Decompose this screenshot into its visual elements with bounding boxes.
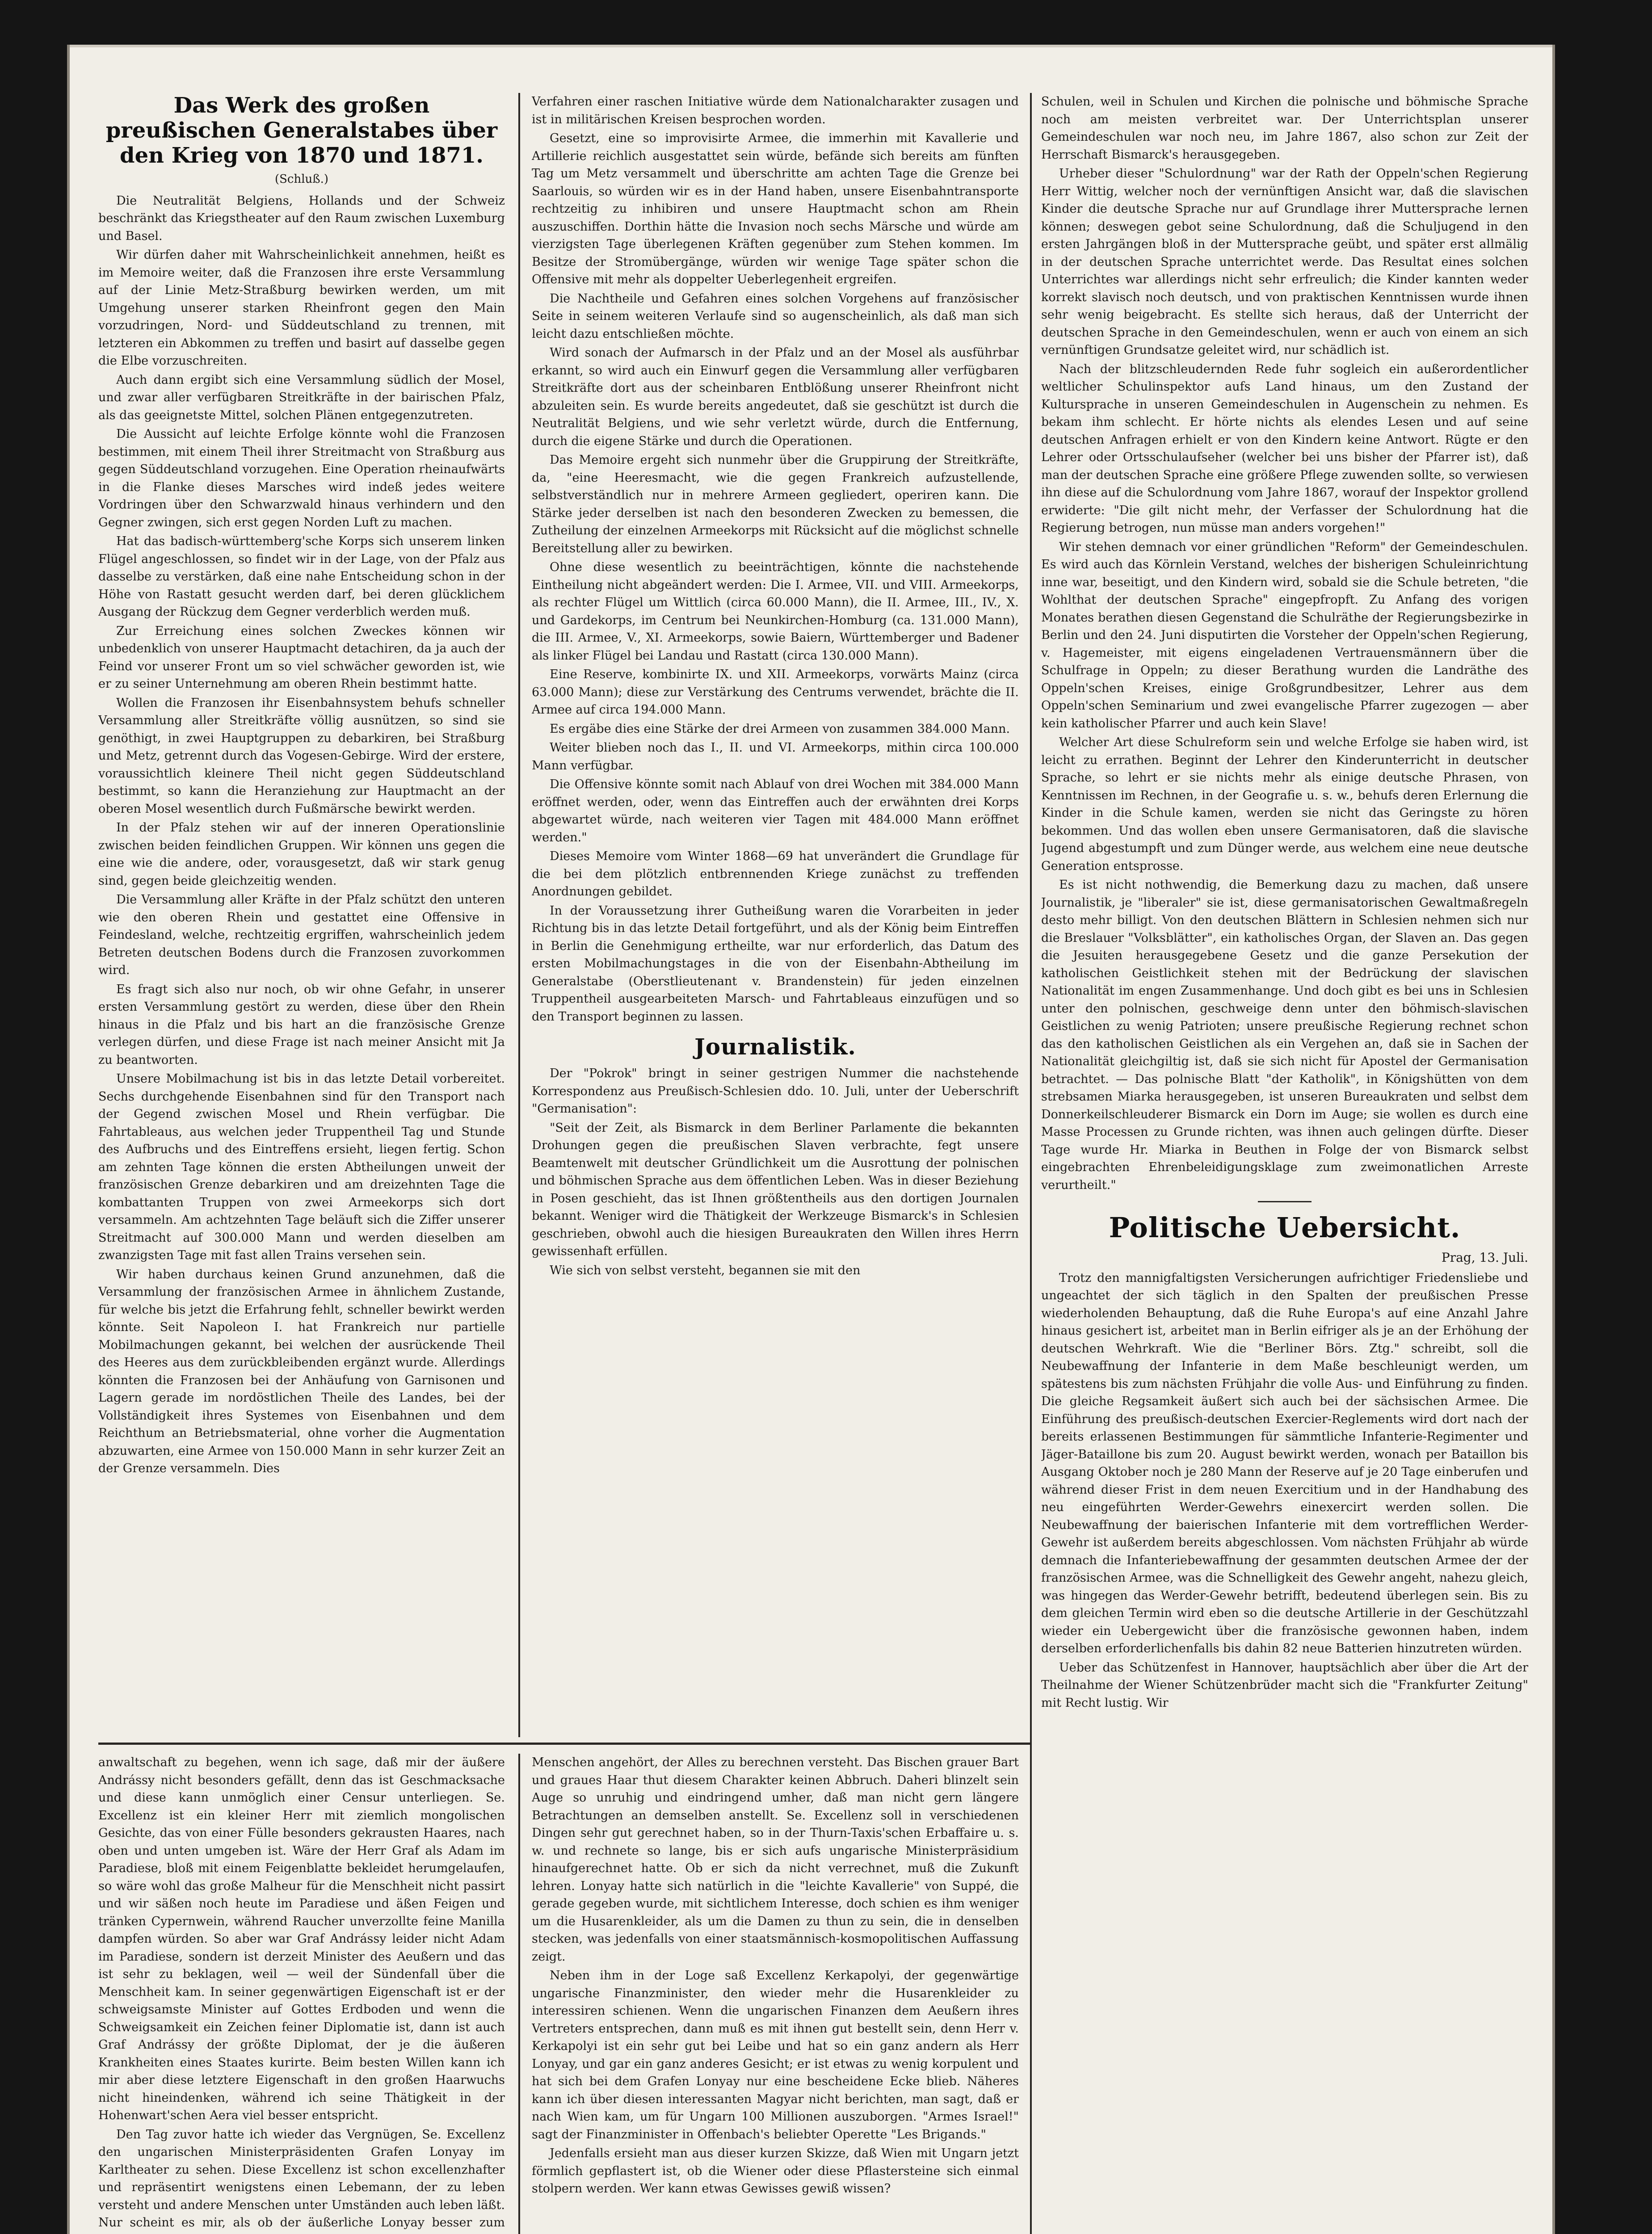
paragraph: Welcher Art diese Schulreform sein und welche Erfolge sie haben wird, ist leicht zu errathen. Beginnt der Lehrer den Kinderunterricht in deutscher Sprache, so lehrt er sie nichts mehr als einige deutsche Phrasen, von Kenntnissen im Rechnen, in der Geografie u. s. w., behufs deren Erlernung die Kinder in die Schule kamen, werden sie nicht das Geringste zu hören bekommen. Und das wollen eben unsere Germanisatoren, daß die slavische Jugend abgestumpft und zum Dünger werde, aus welchem eine neue deutsche Generation entsprosse.	[1041, 735, 1528, 873]
paragraph: In der Voraussetzung ihrer Gutheißung waren die Vorarbeiten in jeder Richtung bis in das letzte Detail fortgeführt, und als der König beim Eintreffen in Berlin die Genehmigung ertheilte, war nur erforderlich, das Datum des ersten Mobilmachungstages in die von der Eisenbahn-Abtheilung im Generalstabe (Oberstlieutenant v. Brandenstein) für jeden einzelnen Truppentheil ausgearbeiteten Marsch- und Fahrtableaus einzufügen und so den Transport beginnen zu lassen.	[532, 903, 1019, 1024]
paragraph: Das Memoire ergeht sich nunmehr über die Gruppirung der Streitkräfte, da, "eine Heeresmacht, wie die gegen Frankreich aufzustellende, selbstverständlich nur in mehrere Armeen gegliedert, operiren kann. Die Stärke jeder derselben ist nach den besonderen Zwecken zu bemessen, die Zutheilung der einzelnen Armeekorps mit Rücksicht auf die möglichst schnelle Bereitstellung aller zu bewirken.	[532, 453, 1019, 555]
paragraph: Es fragt sich also nur noch, ob wir ohne Gefahr, in unserer ersten Versammlung gestört zu werden, diese über den Rhein hinaus in die Pfalz und bis hart an die französische Grenze verlegen dürfen, und diese Frage ist nach meiner Ansicht mit Ja zu beantworten.	[98, 982, 505, 1067]
paragraph: Verfahren einer raschen Initiative würde dem Nationalcharakter zusagen und ist in militärischen Kreisen besprochen worden.	[532, 95, 1019, 126]
paragraph: Die Neutralität Belgiens, Hollands und der Schweiz beschränkt das Kriegstheater auf den Raum zwischen Luxemburg und Basel.	[98, 193, 505, 243]
section-divider	[1258, 1201, 1312, 1202]
paragraph: Ueber das Schützenfest in Hannover, hauptsächlich aber über die Art der Theilnahme der Wiener Schützenbrüder macht sich die "Frankfurter Zeitung" mit Recht lustig. Wir	[1041, 1660, 1528, 1710]
paragraph: Wir dürfen daher mit Wahrscheinlichkeit annehmen, heißt es im Memoire weiter, daß die Franzosen ihre erste Versammlung auf der Linie Metz-Straßburg bewirken werden, um mit Umgehung unserer starken Rheinfront gegen den Main vorzudringen, Nord- und Süddeutschland zu trennen, mit letzteren ein Abkommen zu treffen und basirt auf dasselbe gegen die Elbe vorzuschreiten.	[98, 248, 505, 368]
feuilleton-rule	[98, 1743, 1030, 1745]
journalistik-heading: Journalistik.	[694, 1033, 856, 1060]
column-rule-2	[1030, 93, 1032, 2234]
paragraph: Der "Pokrok" bringt in seiner gestrigen Nummer die nachstehende Korrespondenz aus Preußisch-Schlesien ddo. 10. Juli, unter der Ueberschrift "Germanisation":	[532, 1067, 1019, 1116]
article-title: Das Werk des großen preußischen Generalstabes über den Krieg von 1870 und 1871.	[105, 93, 498, 168]
dateline: Prag, 13. Juli.	[1441, 1250, 1528, 1265]
paragraph: Die Nachtheile und Gefahren eines solchen Vorgehens auf französischer Seite in seinem weiteren Verlaufe sind so augenscheinlich, als daß man sich leicht dazu entschließen möchte.	[532, 291, 1019, 341]
paragraph: Auch dann ergibt sich eine Versammlung südlich der Mosel, und zwar aller verfügbaren Streitkräfte in der bairischen Pfalz, als das geeignetste Mittel, solchen Plänen entgegenzutreten.	[98, 373, 505, 422]
politische-body	[1041, 1269, 1528, 1712]
paragraph: Urheber dieser "Schulordnung" war der Rath der Oppeln'schen Regierung Herr Wittig, welcher noch der vernünftigen Ansicht war, daß die slavischen Kinder die deutsche Sprache nur auf Grundlage ihrer Muttersprache lernen können; deswegen gebot seine Schulordnung, daß die Schuljugend in den ersten Jahrgängen bloß in der Muttersprache geübt, und später erst allmälig in der deutschen Sprache unterrichtet werde. Das Resultat eines solchen Unterrichtes war allerdings nicht sehr erfreulich; die Kinder kannten weder korrekt slavisch noch deutsch, und von praktischen Kenntnissen wurde ihnen sehr wenig beigebracht. Es stellte sich heraus, daß der Unterricht der deutschen Sprache in den Gemeindeschulen, wenn er auch von einem an sich vernünftigen Grundsatze geleitet wird, nur schädlich ist.	[1041, 167, 1528, 357]
paragraph: Es ist nicht nothwendig, die Bemerkung dazu zu machen, daß unsere Journalistik, je "liberaler" sie ist, diese germanisatorischen Gewaltmaßregeln desto mehr billigt. Von den deutschen Blättern in Schlesien nehmen sich nur die Breslauer "Volksblätter", ein katholisches Organ, der Slaven an. Das gegen die Jesuiten herausgegebene Gesetz und die ganze Persekution der katholischen Geistlichkeit stehen mit der Bedrückung der slavischen Nationalität im engen Zusammenhange. Und doch gibt es bei uns in Schlesien unter den polnischen, geschweige denn unter den böhmisch-slavischen Geistlichen zu wenig Patrioten; unsere preußische Regierung rechnet schon das den katholischen Geistlichen als ein Vergehen an, daß sie in Sachen der Nationalität gleichgiltig ist, daß sie sich nicht für Apostel der Germanisation betrachtet. — Das polnische Blatt "der Katholik", in Königshütten von dem strebsamen Miarka herausgegeben, ist unseren Bureaukraten und selbst dem Donnerkeilschleuderer Bismarck ein Dorn im Auge; sie wollen es durch eine Masse Processen zu Grunde richten, was ihnen auch gelingen dürfte. Dieser Tage wurde Hr. Miarka in Beuthen in Folge der von Bismarck selbst eingebrachten Ehrenbeleidigungsklage zum zweimonatlichen Arreste verurtheilt."	[1041, 878, 1528, 1192]
paragraph: anwaltschaft zu begehen, wenn ich sage, daß mir der äußere Andrássy nicht besonders gefällt, denn das ist Geschmacksache und diese kann unmöglich einer Censur unterliegen. Se. Excellenz ist ein kleiner Herr mit ziemlich mongolischen Gesichte, das von einer Fülle besonders gekrausten Haares, nach oben und unten umgeben ist. Wäre der Herr Graf als Adam im Paradiese, bloß mit einem Feigenblatte bekleidet herumgelaufen, so wäre wohl das große Malheur für die Menschheit nicht passirt und wir säßen noch heute im Paradiese und äßen Feigen und tränken Cypernwein, während Raucher unverzollte feine Manilla dampfen würden. So aber war Graf Andrássy leider nicht Adam im Paradiese, sondern ist derzeit Minister des Aeußern und das ist sehr zu beklagen, weil — weil der Sündenfall über die Menschheit kam. In seiner gegenwärtigen Eigenschaft ist er der schweigsamste Minister auf Gottes Erdboden und wenn die Schweigsamkeit ein Zeichen feiner Diplomatie ist, dann ist auch Graf Andrássy der größte Diplomat, der je die äußeren Krankheiten eines Staates kurirte. Beim besten Willen kann ich mir aber diese letztere Eigenschaft in den großen Haarwuchs nicht hineindenken, während ich seine Thätigkeit in der Hohenwart'schen Aera viel besser entspricht.	[98, 1755, 505, 2122]
page-edge-left	[67, 45, 70, 2234]
paragraph: Dieses Memoire vom Winter 1868—69 hat unverändert die Grundlage für die bei dem plötzlich entbrennenden Kriege zunächst zu treffenden Anordnungen gebildet.	[532, 849, 1019, 899]
column-1-upper	[98, 93, 505, 1737]
paragraph: Zur Erreichung eines solchen Zweckes können wir unbedenklich von unserer Hauptmacht detachiren, da ja auch der Feind vor unserer Front um so viel schwächer geworden ist, wie er zu seiner Unternehmung am oberen Rhein bestimmt hatte.	[98, 624, 505, 691]
paragraph: Wollen die Franzosen ihr Eisenbahnsystem behufs schneller Versammlung aller Streitkräfte völlig ausnützen, so sind sie genöthigt, in zwei Hauptgruppen zu debarkiren, bei Straßburg und Metz, getrennt durch das Vogesen-Gebirge. Wird der erstere, voraussichtlich kleinere Theil nicht gegen Süddeutschland bestimmt, so kann die Heranziehung zur Hauptmacht an der oberen Mosel wesentlich durch Fußmärsche bewirkt werden.	[98, 696, 505, 816]
feuilleton-body-left	[98, 1754, 505, 2234]
column-rule-1	[518, 93, 520, 1737]
paragraph: Menschen angehört, der Alles zu berechnen versteht. Das Bischen grauer Bart und graues Haar thut diesem Charakter keinen Abbruch. Daheri blinzelt sein Auge so unruhig und eindringend umher, daß man nicht gern längere Betrachtungen an demselben anstellt. Se. Excellenz soll in verschiedenen Dingen sehr gut gerechnet haben, so in der Thurn-Taxis'schen Erbaffaire u. s. w. und rechnete so lange, bis er sich aufs ungarische Ministerpräsidium hinaufgerechnet hatte. Ob er sich da nicht verrechnet, muß die Zukunft lehren. Lonyay hatte sich natürlich in die "leichte Kavallerie" von Suppé, die gerade gegeben wurde, mit sichtlichem Interesse, doch schien es ihm weniger um die Husarenkleider, als um die Damen zu thun zu sein, die in denselben stecken, was jedenfalls von einer staatsmännisch-kosmopolitischen Auffassung zeigt.	[532, 1755, 1019, 1964]
column-2-upper	[532, 93, 1019, 1737]
paragraph: Wir haben durchaus keinen Grund anzunehmen, daß die Versammlung der französischen Armee in ähnlichem Zustande, für welche bis jetzt die Erfahrung fehlt, schneller bewirkt werden könnte. Seit Napoleon I. hat Frankreich nur partielle Mobilmachungen gekannt, bei welchen der ausrückende Theil des Heeres aus dem zurückbleibenden ergänzt wurde. Allerdings könnten die Franzosen bei der Anhäufung von Garnisonen und Lagern gerade im nordöstlichen Theile des Landes, bei der Vollständigkeit ihres Systemes von Eisenbahnen und dem Reichthum an Betriebsmaterial, ohne vorher die Augmentation abzuwarten, eine Armee von 150.000 Mann in sehr kurzer Zeit an der Grenze versammeln. Dies	[98, 1267, 505, 1475]
paragraph: Nach der blitzschleudernden Rede fuhr sogleich ein außerordentlicher weltlicher Schulinspektor aufs Land hinaus, um den Zustand der Kultursprache in unseren Gemeindeschulen in Augenschein zu nehmen. Es bekam ihm schlecht. Er hörte nichts als elendes Lesen und auf seine deutschen Anfragen erhielt er von den Kindern keine Antwort. Rügte er den Lehrer oder Ortsschulaufseher (welcher bei uns bisher der Pfarrer ist), daß man der deutschen Sprache eine größere Pflege zuwenden sollte, so verwiesen ihn diese auf die Schulordnung vom Jahre 1867, worauf der Inspektor grollend erwiderte: "Die gilt nicht mehr, der Verfasser der Schulordnung hat die Regierung betrogen, nun müsse man anders vorgehen!"	[1041, 362, 1528, 535]
paragraph: Wie sich von selbst versteht, begannen sie mit den	[550, 1263, 861, 1277]
paragraph: Schulen, weil in Schulen und Kirchen die polnische und böhmische Sprache noch am meisten verbreitet war. Der Unterrichtsplan unserer Gemeindeschulen war noch neu, im Jahre 1867, also schon zur Zeit der Herrschaft Bismarck's herausgegeben.	[1041, 95, 1528, 162]
paragraph: Hat das badisch-württemberg'sche Korps sich unserem linken Flügel angeschlossen, so findet wir in der Lage, von der Pfalz aus dasselbe zu verstärken, daß eine nahe Entscheidung schon in der Höhe von Rastatt gesucht werden darf, bei deren glücklichem Ausgang der Rückzug dem Gegner verderblich werden muß.	[98, 534, 505, 619]
paragraph: Den Tag zuvor hatte ich wieder das Vergnügen, Se. Excellenz den ungarischen Ministerpräsidenten Grafen Lonyay im Karltheater zu sehen. Diese Excellenz ist schon excellenzhafter und repräsentirt wenigstens einen Lebemann, der zu leben versteht und andere Menschen unter Umständen auch leben läßt. Nur scheint es mir, als ob der äußerliche Lonyay besser zum	[98, 2127, 505, 2230]
paragraph: Eine Reserve, kombinirte IX. und XII. Armeekorps, vorwärts Mainz (circa 63.000 Mann); diese zur Verstärkung des Centrums verwendet, brächte die II. Armee auf circa 194.000 Mann.	[532, 668, 1019, 717]
paragraph: Es ergäbe dies eine Stärke der drei Armeen von zusammen 384.000 Mann.	[550, 722, 1010, 736]
paragraph: Trotz den mannigfaltigsten Versicherungen aufrichtiger Friedensliebe und ungeachtet der sich täglich in den Spalten der preußischen Presse wiederholenden Behauptung, daß die Ruhe Europa's auf eine Anzahl Jahre hinaus gesichert ist, arbeitet man in Berlin eifriger als je an der Erhöhung der deutschen Wehrkraft. Wie die "Berliner Börs. Ztg." schreibt, soll die Neubewaffnung der Infanterie in dem Maße beschleunigt werden, um spätestens bis zum nächsten Frühjahr die volle Aus- und Einführung zu finden. Die gleiche Regsamkeit äußert sich auch bei der sächsischen Armee. Die Einführung des preußisch-deutschen Exercier-Reglements wird dort nach der bereits erlassenen Bestimmungen für sämmtliche Infanterie-Regimenter und Jäger-Bataillone bis zum 20. August bewirkt werden, wonach per Bataillon bis Ausgang Oktober noch je 280 Mann der Reserve auf je 20 Tage einberufen und während dieser Frist in dem neuen Exercitium und in der Handhabung des neu eingeführten Werder-Gewehrs einexercirt werden sollen. Die Neubewaffnung der baierischen Infanterie mit dem vortrefflichen Werder-Gewehr ist außerdem bereits abgeschlossen. Vom nächsten Frühjahr ab würde demnach die Infanteriebewaffnung der gesammten deutschen Armee der der französischen Armee, was die Schnelligkeit des Gewehr angeht, nahezu gleich, was hingegen das Werder-Gewehr betrifft, bedeutend überlegen sein. Bis zu dem gleichen Termin wird eben so die deutsche Artillerie in der Geschützzahl wieder ein Uebergewicht über die französische gewonnen haben, indem derselben erforderlichenfalls bis dahin 82 neue Batterien hinzutreten würden.	[1041, 1271, 1528, 1655]
paragraph: Unsere Mobilmachung ist bis in das letzte Detail vorbereitet. Sechs durchgehende Eisenbahnen sind für den Transport nach der Gegend zwischen Mosel und Rhein verfügbar. Die Fahrtableaus, aus welchen jeder Truppentheil Tag und Stunde des Aufbruchs und des Eintreffens ersieht, liegen fertig. Schon am zehnten Tage können die ersten Abtheilungen unweit der französischen Grenze debarkiren und am dreizehnten Tage die kombattanten Truppen von zwei Armeekorps sich dort versammeln. Am achtzehnten Tage beläuft sich die Ziffer unserer Streitmacht auf 300.000 Mann und werden dieselben am zwanzigsten Tage mit fast allen Trains versehen sein.	[98, 1072, 505, 1262]
paragraph: Die Aussicht auf leichte Erfolge könnte wohl die Franzosen bestimmen, mit einem Theil ihrer Streitmacht von Straßburg aus gegen Süddeutschland vorzugehen. Eine Operation rheinaufwärts in die Flanke dieses Marsches wird indeß jedes weitere Vordringen über den Schwarzwald hinaus verhindern und den Gegner zwingen, sich erst gegen Norden Luft zu machen.	[98, 427, 505, 529]
paragraph: "Seit der Zeit, als Bismarck in dem Berliner Parlamente die bekannten Drohungen gegen die preußischen Slaven verbrachte, fegt unsere Beamtenwelt mit deutscher Gründlichkeit um die Ausrottung der polnischen und böhmischen Sprache aus dem öffentlichen Leben. Was in dieser Beziehung in Posen geschieht, das ist Ihnen größtentheils aus den dortigen Journalen bekannt. Weniger wird die Thätigkeit der Werkzeuge Bismarck's in Schlesien geschrieben, obwohl auch die hiesigen Bureaukraten den Willen ihres Herrn gewissenhaft erfüllen.	[532, 1121, 1019, 1258]
article-subtitle: (Schluß.)	[274, 172, 329, 186]
journalistik-continued	[1041, 93, 1528, 1194]
article-body-col2	[532, 93, 1019, 1025]
paragraph: Gesetzt, eine so improvisirte Armee, die immerhin mit Kavallerie und Artillerie reichlich ausgestattet sein würde, befände sich bereits am fünften Tag um Metz versammelt und überschritte am achten Tage die Grenze bei Saarlouis, so würden wir es in der Hand haben, unsere Eisenbahntransporte rechtzeitig zu inhibiren und unsere Hauptmacht schon am Rhein auszuschiffen. Dorthin hätte die Invasion noch sechs Märsche und würde am vierzigsten Tage überlegenen Kräften gegenüber zum Stehen kommen. Im Besitze der Stromübergänge, würden wir wenige Tage später schon die Offensive mit mehr als doppelter Ueberlegenheit ergreifen.	[532, 131, 1019, 286]
page-edge-right	[1552, 45, 1555, 2234]
politische-heading: Politische Uebersicht.	[1109, 1211, 1461, 1244]
journalistik-body	[532, 1065, 1019, 1279]
paragraph: Die Versammlung aller Kräfte in der Pfalz schützt den unteren wie den oberen Rhein und gestattet eine Offensive in Feindesland, welche, rechtzeitig ergriffen, wahrscheinlich jedem Betreten deutschen Bodens durch die Franzosen zuvorkommen wird.	[98, 893, 505, 977]
paragraph: Jedenfalls ersieht man aus dieser kurzen Skizze, daß Wien mit Ungarn jetzt förmlich gepflastert ist, ob die Wiener oder diese Pflastersteine sich einmal stolpern werden. Wer kann etwas Gewisses gewiß wissen?	[532, 2146, 1019, 2196]
feuilleton-middle	[532, 1754, 1019, 2234]
paragraph: Weiter blieben noch das I., II. und VI. Armeekorps, mithin circa 100.000 Mann verfügbar.	[532, 741, 1019, 773]
paragraph: Wir stehen demnach vor einer gründlichen "Reform" der Gemeindeschulen. Es wird auch das Körnlein Verstand, welches der bisherigen Schuleinrichtung inne war, beseitigt, und den Kindern wird, sobald sie die Schule betreten, "die Wohlthat der deutschen Sprache" eingepfropft. Zu Anfang des vorigen Monates berathen diesen Gegenstand die Schulräthe der Regierungsbezirke in Berlin und den 24. Juni disputirten die Vorsteher der Oppeln'schen Regierung, v. Hagemeister, mit eigens eingeladenen Vertrauensmännern über die Schulfrage in Oppeln; zu dieser Berathung wurden die Landräthe des Oppeln'schen Kreises, einige Großgrundbesitzer, Lehrer aus dem Oppeln'schen Seminarium und zwei evangelische Pfarrer zugezogen — aber kein katholischer Pfarrer und auch kein Slave!	[1041, 540, 1528, 731]
paragraph: Wird sonach der Aufmarsch in der Pfalz und an der Mosel als ausführbar erkannt, so wird auch ein Einwurf gegen die Versammlung aller verfügbaren Streitkräfte dort aus der scheinbaren Entblößung unserer Rheinfront nicht abzuleiten sein. Es wurde bereits angedeutet, daß sie geschützt ist durch die Neutralität Belgiens, und wie sehr verletzt würde, durch die Entfernung, durch die eigene Stärke und durch die Operationen.	[532, 346, 1019, 448]
paragraph: Ohne diese wesentlich zu beeinträchtigen, könnte die nachstehende Eintheilung nicht abgeändert werden: Die I. Armee, VII. und VIII. Armeekorps, als rechter Flügel um Wittlich (circa 60.000 Mann), die II. Armee, III., IV., X. und Gardekorps, im Centrum bei Neunkirchen-Homburg (ca. 131.000 Mann), die III. Armee, V., XI. Armeekorps, sowie Baiern, Württemberger und Badener als linker Flügel bei Landau und Rastatt (circa 130.000 Mann).	[532, 560, 1019, 663]
column-rule-feuilleton	[518, 1754, 520, 2234]
column-3	[1041, 93, 1528, 2234]
feuilleton-left	[98, 1754, 505, 2234]
paragraph: Die Offensive könnte somit nach Ablauf von drei Wochen mit 384.000 Mann eröffnet werden, oder, wenn das Eintreffen auch der erwähnten drei Korps abgewartet würde, nach weiteren vier Tagen mit 484.000 Mann eröffnet werden."	[532, 777, 1019, 844]
paragraph: Neben ihm in der Loge saß Excellenz Kerkapolyi, der gegenwärtige ungarische Finanzminister, den wieder mehr die Husarenkleider zu interessiren schienen. Wenn die ungarischen Finanzen dem Aeußern ihres Vertreters entsprechen, dann muß es mit ihnen gut bestellt sein, denn Herr v. Kerkapolyi ist ein sehr gut bei Leibe und hat so ein ganz andern als Herr Lonyay, und gar ein ganz anderes Gesicht; er ist etwas zu wenig korpulent und hat sich bei dem Grafen Lonyay nur eine bescheidene Ecke blieb. Näheres kann ich über diesen interessanten Magyar nicht berichten, man sagt, daß er nach Wien kam, um für Ungarn 100 Millionen auszuborgen. "Armes Israel!" sagt der Finanzminister in Offenbach's beliebter Operette "Les Brigands."	[532, 1969, 1019, 2142]
newspaper-page	[67, 45, 1555, 2234]
paragraph: In der Pfalz stehen wir auf der inneren Operationslinie zwischen beiden feindlichen Gruppen. Wir können uns gegen die eine wie die andere, oder, vorausgesetzt, daß wir stark genug sind, gegen beide gleichzeitig wenden.	[98, 821, 505, 888]
article-body-col1	[98, 192, 505, 1478]
feuilleton-body-middle	[532, 1754, 1019, 2198]
